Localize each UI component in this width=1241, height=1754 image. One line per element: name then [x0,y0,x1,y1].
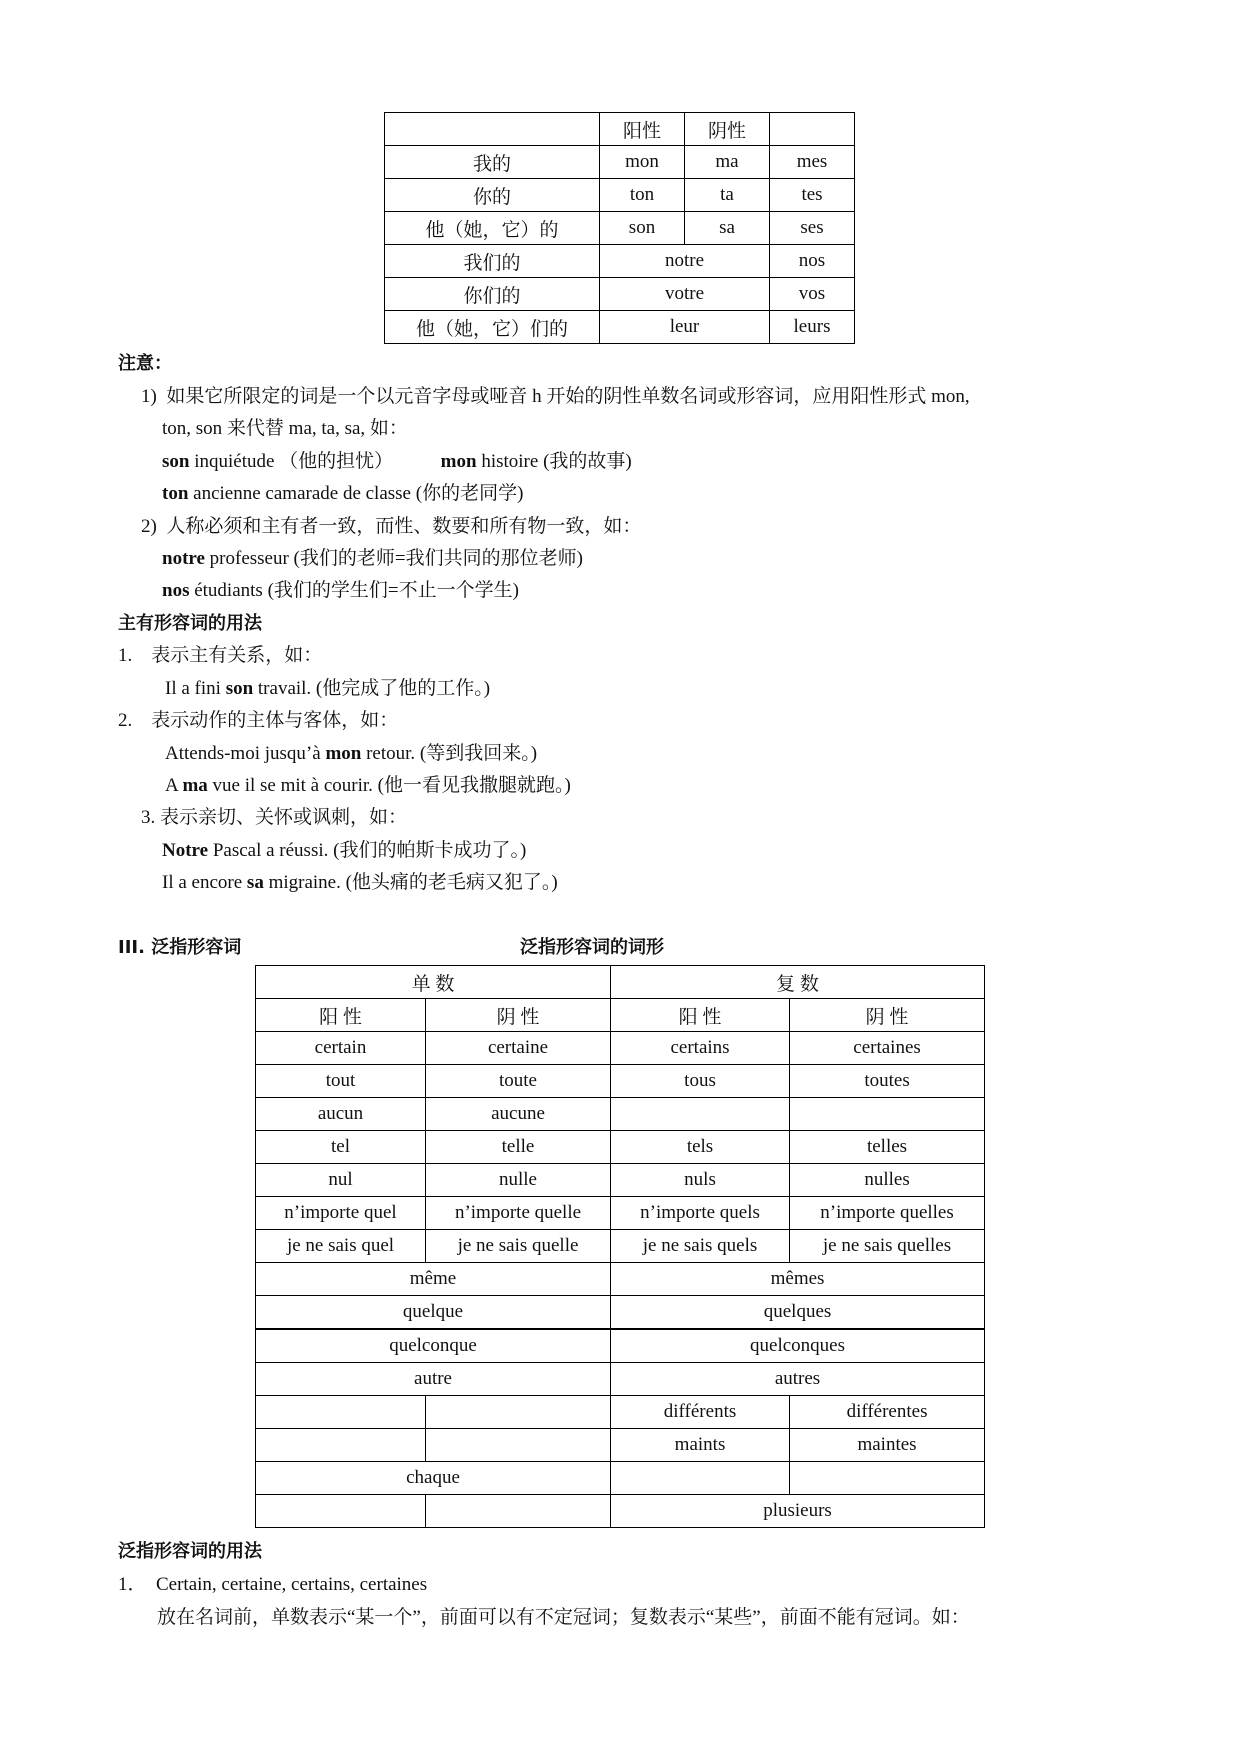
table-row [256,1197,985,1230]
text-segment: ton, son 来代替 ma, ta, sa, 如： [162,418,408,439]
text-segment: Il a fini [165,678,226,699]
table-cell: différents [611,1396,790,1429]
text-segment: 1． Certain, certaine, certains, certaines [118,1574,428,1595]
text-line [162,869,558,897]
text-line [118,707,398,735]
table-cell: quelque [256,1296,611,1330]
text-segment: 2) 人称必须和主有者一致，而性、数要和所有物一致，如： [141,516,642,537]
table-cell: sa [685,212,770,245]
table-cell: quelques [611,1296,985,1330]
table-cell: quelconques [611,1329,985,1363]
text-segment: vue il se mit à courir. (他一看见我撒腿就跑。) [207,775,571,796]
text-segment: travail. (他完成了他的工作。) [253,678,491,699]
table-row [256,1396,985,1429]
table-row [256,1429,985,1462]
table-cell [256,1495,426,1528]
text-segment: professeur (我们的老师=我们共同的那位老师) [204,548,583,569]
text-line [165,772,571,800]
text-segment: 2. 表示动作的主体与客体，如： [118,710,399,731]
bold-term: ton [162,483,189,504]
table-cell: toute [426,1065,611,1098]
table-cell: 你们的 [385,278,600,311]
table-cell: nul [256,1164,426,1197]
table-row [256,1263,985,1296]
table-cell: certain [256,1032,426,1065]
table-cell: certaine [426,1032,611,1065]
table-cell: leur [600,311,770,344]
text-segment: 1) 如果它所限定的词是一个以元音字母或哑音 h 开始的阴性单数名词或形容词，应用阳性形式 mon, [141,386,970,407]
table-cell: tes [770,179,855,212]
table-cell: 他（她，它）们的 [385,311,600,344]
table-row [385,245,855,278]
table-cell: 单 数 [256,966,611,999]
table-cell: nos [770,245,855,278]
table-cell: nulles [790,1164,985,1197]
table-row [256,1329,985,1363]
table-row [385,179,855,212]
table-cell: différentes [790,1396,985,1429]
text-line [141,383,970,411]
table-cell [385,113,600,146]
table-cell: telle [426,1131,611,1164]
text-line [157,1604,970,1632]
table-row [256,1065,985,1098]
table-cell: nulle [426,1164,611,1197]
text-segment: 泛指形容词的用法 [118,1541,262,1562]
text-line [141,513,641,541]
bold-term: son [162,451,190,472]
section-heading [520,934,664,962]
possessive-adjective-table [384,112,855,344]
text-line [162,837,526,865]
table-cell: je ne sais quels [611,1230,790,1263]
text-line [162,545,583,573]
text-segment: Il a encore [162,872,247,893]
table-cell: notre [600,245,770,278]
table-row [256,1098,985,1131]
table-cell: maintes [790,1429,985,1462]
table-row [385,278,855,311]
bold-term: mon [325,743,362,764]
table-cell: tels [611,1131,790,1164]
table-row [256,1495,985,1528]
table-cell: autre [256,1363,611,1396]
table-cell: je ne sais quelles [790,1230,985,1263]
table-cell [611,1098,790,1131]
text-segment: histoire (我的故事) [476,451,632,472]
table-row [256,1462,985,1495]
table-row [256,1164,985,1197]
table-cell: 阴 性 [790,999,985,1032]
table-cell: ma [685,146,770,179]
table-cell: 复 数 [611,966,985,999]
text-segment: retour. (等到我回来。) [361,743,538,764]
text-line [118,642,322,670]
section-heading [118,934,241,962]
table-cell: 你的 [385,179,600,212]
text-segment: migraine. (他头痛的老毛病又犯了。) [263,872,558,893]
table-cell: votre [600,278,770,311]
section-heading [118,350,172,378]
table-cell: n’importe quel [256,1197,426,1230]
text-segment: inquiétude （他的担忧） [189,451,441,472]
text-segment: 3. 表示亲切、关怀或讽刺，如： [141,807,408,828]
text-segment: Pascal a réussi. (我们的帕斯卡成功了。) [208,840,527,861]
table-cell: 他（她，它）的 [385,212,600,245]
text-line [162,448,632,476]
table-cell: 阴 性 [426,999,611,1032]
text-line [165,740,537,768]
table-cell: n’importe quels [611,1197,790,1230]
table-cell: n’importe quelles [790,1197,985,1230]
text-segment: 注意： [118,353,172,374]
table-cell: 我们的 [385,245,600,278]
table-cell: mes [770,146,855,179]
table-cell: tous [611,1065,790,1098]
table-cell: telles [790,1131,985,1164]
text-segment: Attends-moi jusqu’à [165,743,326,764]
table-cell: plusieurs [611,1495,985,1528]
table-cell [256,1429,426,1462]
table-row [256,1230,985,1263]
table-cell: certains [611,1032,790,1065]
table-cell: 阴性 [685,113,770,146]
text-segment: 放在名词前，单数表示“某一个”，前面可以有不定冠词；复数表示“某些”，前面不能有冠词。如： [157,1607,970,1628]
table-cell: 我的 [385,146,600,179]
text-segment: 泛指形容词的词形 [520,937,664,958]
table-row [256,966,985,999]
text-segment: A [165,775,183,796]
table-cell: mêmes [611,1263,985,1296]
table-row [385,212,855,245]
table-row [256,1363,985,1396]
table-cell: chaque [256,1462,611,1495]
section-heading [118,610,262,638]
table-cell: toutes [790,1065,985,1098]
table-cell [790,1098,985,1131]
bold-term: mon [440,451,477,472]
bold-term: ma [182,775,208,796]
table-cell: ses [770,212,855,245]
table-cell: 阳 性 [611,999,790,1032]
bold-term: Notre [162,840,209,861]
table-cell: leurs [770,311,855,344]
text-line [118,1571,427,1599]
indefinite-adjective-forms-table [255,965,985,1528]
table-cell: certaines [790,1032,985,1065]
bold-term: sa [246,872,264,893]
text-line [162,480,523,508]
table-cell: aucun [256,1098,426,1131]
text-line [162,415,408,443]
table-row [256,1296,985,1330]
text-segment: III. 泛指形容词 [118,937,242,958]
table-cell: nuls [611,1164,790,1197]
table-cell [611,1462,790,1495]
table-row [256,999,985,1032]
bold-term: son [225,678,254,699]
table-cell [790,1462,985,1495]
table-cell: même [256,1263,611,1296]
table-cell: 阳 性 [256,999,426,1032]
table-cell: quelconque [256,1329,611,1363]
table-cell: tel [256,1131,426,1164]
table-cell: je ne sais quel [256,1230,426,1263]
table-row [385,311,855,344]
text-line [141,804,407,832]
table-cell [770,113,855,146]
text-segment: ancienne camarade de classe (你的老同学) [188,483,524,504]
table-cell: son [600,212,685,245]
table-cell: ton [600,179,685,212]
table-row [256,1032,985,1065]
table-cell: tout [256,1065,426,1098]
table-cell: aucune [426,1098,611,1131]
text-segment: 1. 表示主有关系，如： [118,645,323,666]
table-cell: autres [611,1363,985,1396]
bold-term: notre [162,548,205,569]
text-segment: étudiants (我们的学生们=不止一个学生) [189,580,519,601]
bold-term: nos [162,580,190,601]
table-cell: vos [770,278,855,311]
text-line [162,577,519,605]
table-cell: n’importe quelle [426,1197,611,1230]
table-row [256,1131,985,1164]
table-cell: 阳性 [600,113,685,146]
table-cell: maints [611,1429,790,1462]
table-row [385,146,855,179]
text-segment: 主有形容词的用法 [118,613,262,634]
table-cell: je ne sais quelle [426,1230,611,1263]
table-cell [426,1429,611,1462]
table-row [385,113,855,146]
table-cell: mon [600,146,685,179]
table-cell [426,1495,611,1528]
section-heading [118,1538,262,1566]
table-cell [426,1396,611,1429]
table-cell [256,1396,426,1429]
table-cell: ta [685,179,770,212]
text-line [165,675,490,703]
